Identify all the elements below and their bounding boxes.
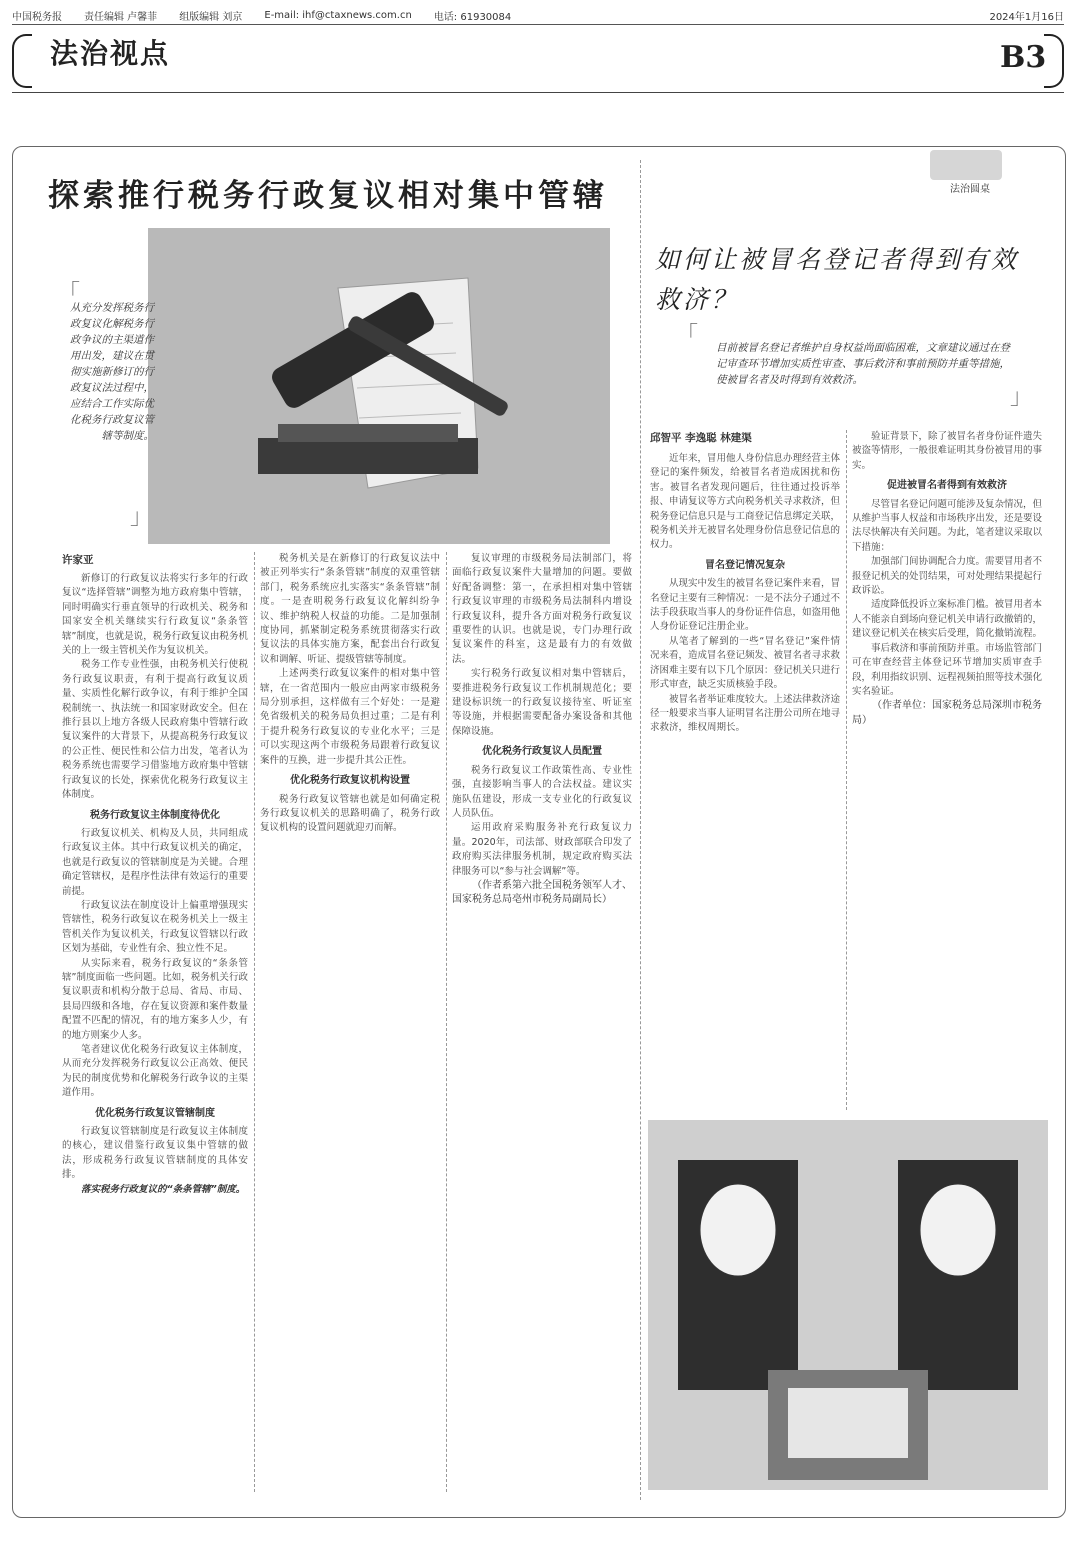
gavel-illustration <box>148 228 610 544</box>
subheading: 冒名登记情况复杂 <box>705 559 785 571</box>
subheading: 税务行政复议主体制度待优化 <box>90 809 220 821</box>
paragraph: 复议审理的市级税务局法制部门，将面临行政复议案件大量增加的问题。要做好配备调整：第一，在承担相对集中管辖行政复议审理的市级税务局法制科内增设行政复议科，提升各方面对税务行政复议重要性的认识。也就是说，专门办理行政复议案件的科室，这是最有力的有效做法。 <box>452 553 632 665</box>
paragraph: 税务行政复议管辖也就是如何确定税务行政复议机关的思路明确了，税务行政复议机构的设置问题就迎刃而解。 <box>260 793 440 834</box>
paragraph: 从笔者了解到的一些“冒名登记”案件情况来看，造成冒名登记频发、被冒名者寻求救济困难主要有以下几个原因：登记机关只进行形式审查，缺乏实质核验手段。 <box>650 635 840 691</box>
header-rule <box>12 92 1064 93</box>
paragraph: 行政复议管辖制度是行政复议主体制度的核心，建议借鉴行政复议集中管辖的做法，形成税务行政复议管辖制度的具体安排。 <box>62 1126 248 1181</box>
article-divider <box>640 160 641 1500</box>
column-divider <box>846 430 847 1110</box>
quote-mark-close: 」 <box>1010 385 1033 410</box>
page-brace-right <box>1044 34 1064 88</box>
article1-column-1 <box>62 572 248 1512</box>
paragraph: 运用政府采购服务补充行政复议力量。2020年，司法部、财政部联合印发了政府购买法律服务机制，规定政府购买法律服务可以“参与社会调解”等。 <box>452 822 632 877</box>
article1-title: 探索推行税务行政复议相对集中管辖 <box>48 178 608 214</box>
paragraph: 税务行政复议工作政策性高、专业性强，直接影响当事人的合法权益。建议实施队伍建设，形成一支专业化的行政复议人员队伍。 <box>452 764 632 819</box>
article1-lead: 从充分发挥税务行政复议化解税务行政争议的主渠道作用出发，建议在贯彻实施新修订的行政复议法过程中，应结合工作实际优化税务行政复议管辖等制度。 <box>70 302 154 442</box>
paragraph: 尽管冒名登记问题可能涉及复杂情况，但从维护当事人权益和市场秩序出发，还是要设法尽快解决有关问题。为此，笔者建议采取以下措施： <box>852 498 1042 553</box>
paragraph: 笔者建议优化税务行政复议主体制度，从而充分发挥税务行政复议公正高效、便民为民的制度优势和化解税务行政争议的主渠道作用。 <box>62 1044 248 1099</box>
paragraph: 加强部门间协调配合力度。需要冒用者不报登记机关的处罚结果，可对处理结果提起行政诉讼。 <box>852 556 1042 597</box>
article1-author: 许家亚 <box>62 554 94 566</box>
article2-title: 如何让被冒名登记者得到有效救济？ <box>655 245 1020 314</box>
article1-column-2 <box>260 552 440 1492</box>
subheading: 优化税务行政复议机构设置 <box>290 775 410 787</box>
article2-lead: 目前被冒名登记者维护自身权益尚面临困难，文章建议通过在登记审查环节增加实质性审查、事后救济和事前预防并重等措施，使被冒名者及时得到有效救济。 <box>716 342 1010 386</box>
article2-column-1 <box>650 452 840 1112</box>
column-divider <box>446 552 447 1492</box>
paragraph: 行政复议法在制度设计上偏重增强现实管辖性，税务行政复议在税务机关上一级主管机关作为复议机关，行政复议管辖以行政区划为基础，专业性有余、独立性不足。 <box>62 899 248 955</box>
article1-credit: （作者系第六批全国税务领军人才、国家税务总局亳州市税务局副局长） <box>452 879 632 906</box>
paragraph: 验证背景下，除了被冒名者身份证件遗失被盗等情形，一般很难证明其身份被冒用的事实。 <box>852 431 1042 471</box>
column-divider <box>254 552 255 1492</box>
quote-mark-open: 「 <box>58 281 81 306</box>
subheading: 优化税务行政复议人员配置 <box>482 746 602 758</box>
article2-authors: 邱智平 李逸聪 林建渠 <box>650 432 752 444</box>
editor: 责任编辑 卢馨菲 <box>84 11 158 23</box>
article1-column-3 <box>452 552 632 1492</box>
masthead <box>12 6 1064 25</box>
paragraph: 从实际来看，税务行政复议的“条条管辖”制度面临一些问题。比如，税务机关行政复议职责和机构分散于总局、省局、市局、县局四级和各地，存在复议资源和案件数量配置不匹配的情况，有的地方案多人少，有的地方则案少人多。 <box>62 957 248 1041</box>
paragraph: 适度降低投诉立案标准门槛。被冒用者本人不能亲自到场向登记机关申请行政撤销的，建议登记机关在核实后受理，简化撤销流程。 <box>852 599 1042 640</box>
column-label: 法治圆桌 <box>950 184 990 195</box>
paragraph: 税务机关是在新修订的行政复议法中被正列举实行“条条管辖”制度的双重管辖部门，税务系统应扎实落实“条条管辖”制度。一是查明税务行政复议化解纠纷争议、维护纳税人权益的功能。二是加强制度协同，抓紧制定税务系统贯彻落实行政复议法的具体实施方案，配套出台行政复议和调解、听证、提级管辖等制度。 <box>260 553 440 665</box>
gavel-icon <box>148 228 610 544</box>
impersonation-illustration <box>648 1120 1048 1490</box>
paragraph: 税务工作专业性强，由税务机关行使税务行政复议职责，有利于提高行政复议质量、实质性化解行政争议，有利于维护全国税制统一、执法统一和国家财政安全。但在推行县以上地方各级人民政府集中管辖行政复议案件的大背景下，从提高税务行政复议的公正性、便民性和公信力出发，笔者认为税务系统也需要学习借鉴地方政府集中管辖行政复议的长处，探索优化税务行政复议主体制度。 <box>62 659 248 801</box>
paragraph: 实行税务行政复议相对集中管辖后，要推进税务行政复议工作机制规范化；要建设标识统一的行政复议接待室、听证室等设施，并根据需要配备办案设备和其他保障设施。 <box>452 668 632 737</box>
paragraph: 新修订的行政复议法将实行多年的行政复议“选择管辖”调整为地方政府集中管辖，同时明确实行垂直领导的行政机关、税务和国家安全机关继续实行行政复议“条条管辖”制度，也就是说，税务行政复议由税务机关的上一级主管机关作为复议机关。 <box>62 573 248 657</box>
paragraph: 上述两类行政复议案件的相对集中管辖，在一省范围内一般应由两家市级税务局分别承担，这样做有三个好处：一是避免省级机关的税务局负担过重；二是有利于提升税务行政复议的专业化水平；三是可以实现这两个市级税务局跟着行政复议案件的互换，进一步提升其公正性。 <box>260 668 440 766</box>
paragraph: 事后救济和事前预防并重。市场监管部门可在审查经营主体登记环节增加实质审查手段，利用指纹识别、远程视频拍照等技术强化实名验证。 <box>852 642 1042 697</box>
email: E-mail: ihf@ctaxnews.com.cn <box>264 9 412 21</box>
phone: 电话: 61930084 <box>433 11 512 23</box>
section-title: 法治视点 <box>50 37 171 70</box>
subheading: 优化税务行政复议管辖制度 <box>95 1107 215 1119</box>
section-brace-left <box>12 34 32 88</box>
paragraph: 从现实中发生的被冒名登记案件来看，冒名登记主要有三种情况：一是不法分子通过不法手段获取当事人的身份证件信息，如盗用他人身份证登记注册企业。 <box>650 578 840 633</box>
subheading: 促进被冒名者得到有效救济 <box>887 480 1007 492</box>
quote-mark-close: 」 <box>130 505 153 530</box>
roundtable-illustration <box>930 150 1002 180</box>
lead-sentence: 落实税务行政复议的“条条管辖”制度。 <box>81 1183 246 1195</box>
paragraph: 被冒名者举证难度较大。上述法律救济途径一般要求当事人证明冒名注册公司所在地寻求救济，维权周期长。 <box>650 693 840 734</box>
paper-name: 中国税务报 <box>12 11 62 23</box>
article2-credit: （作者单位：国家税务总局深圳市税务局） <box>852 700 1042 726</box>
masked-figures-icon <box>648 1120 1048 1490</box>
paragraph: 近年来，冒用他人身份信息办理经营主体登记的案件频发，给被冒名者造成困扰和伤害。被冒名者发现问题后，往往通过投诉举报、申请复议等方式向税务机关寻求救济，但税务登记信息只是与工商登记信息绑定关联，税务机关并无被冒名处理身份信息登记信息的权力。 <box>650 453 840 551</box>
article2-column-2 <box>852 430 1042 1110</box>
page-number: B3 <box>1000 40 1047 75</box>
layout-editor: 组版编辑 刘京 <box>179 11 243 23</box>
quote-mark-open: 「 <box>676 323 699 348</box>
issue-date: 2024年1月16日 <box>989 11 1064 23</box>
paragraph: 行政复议机关、机构及人员，共同组成行政复议主体。其中行政复议机关的确定，也就是行政复议的管辖制度是为关键。合理确定管辖权，是程序性法律有效运行的重要前提。 <box>62 827 248 897</box>
